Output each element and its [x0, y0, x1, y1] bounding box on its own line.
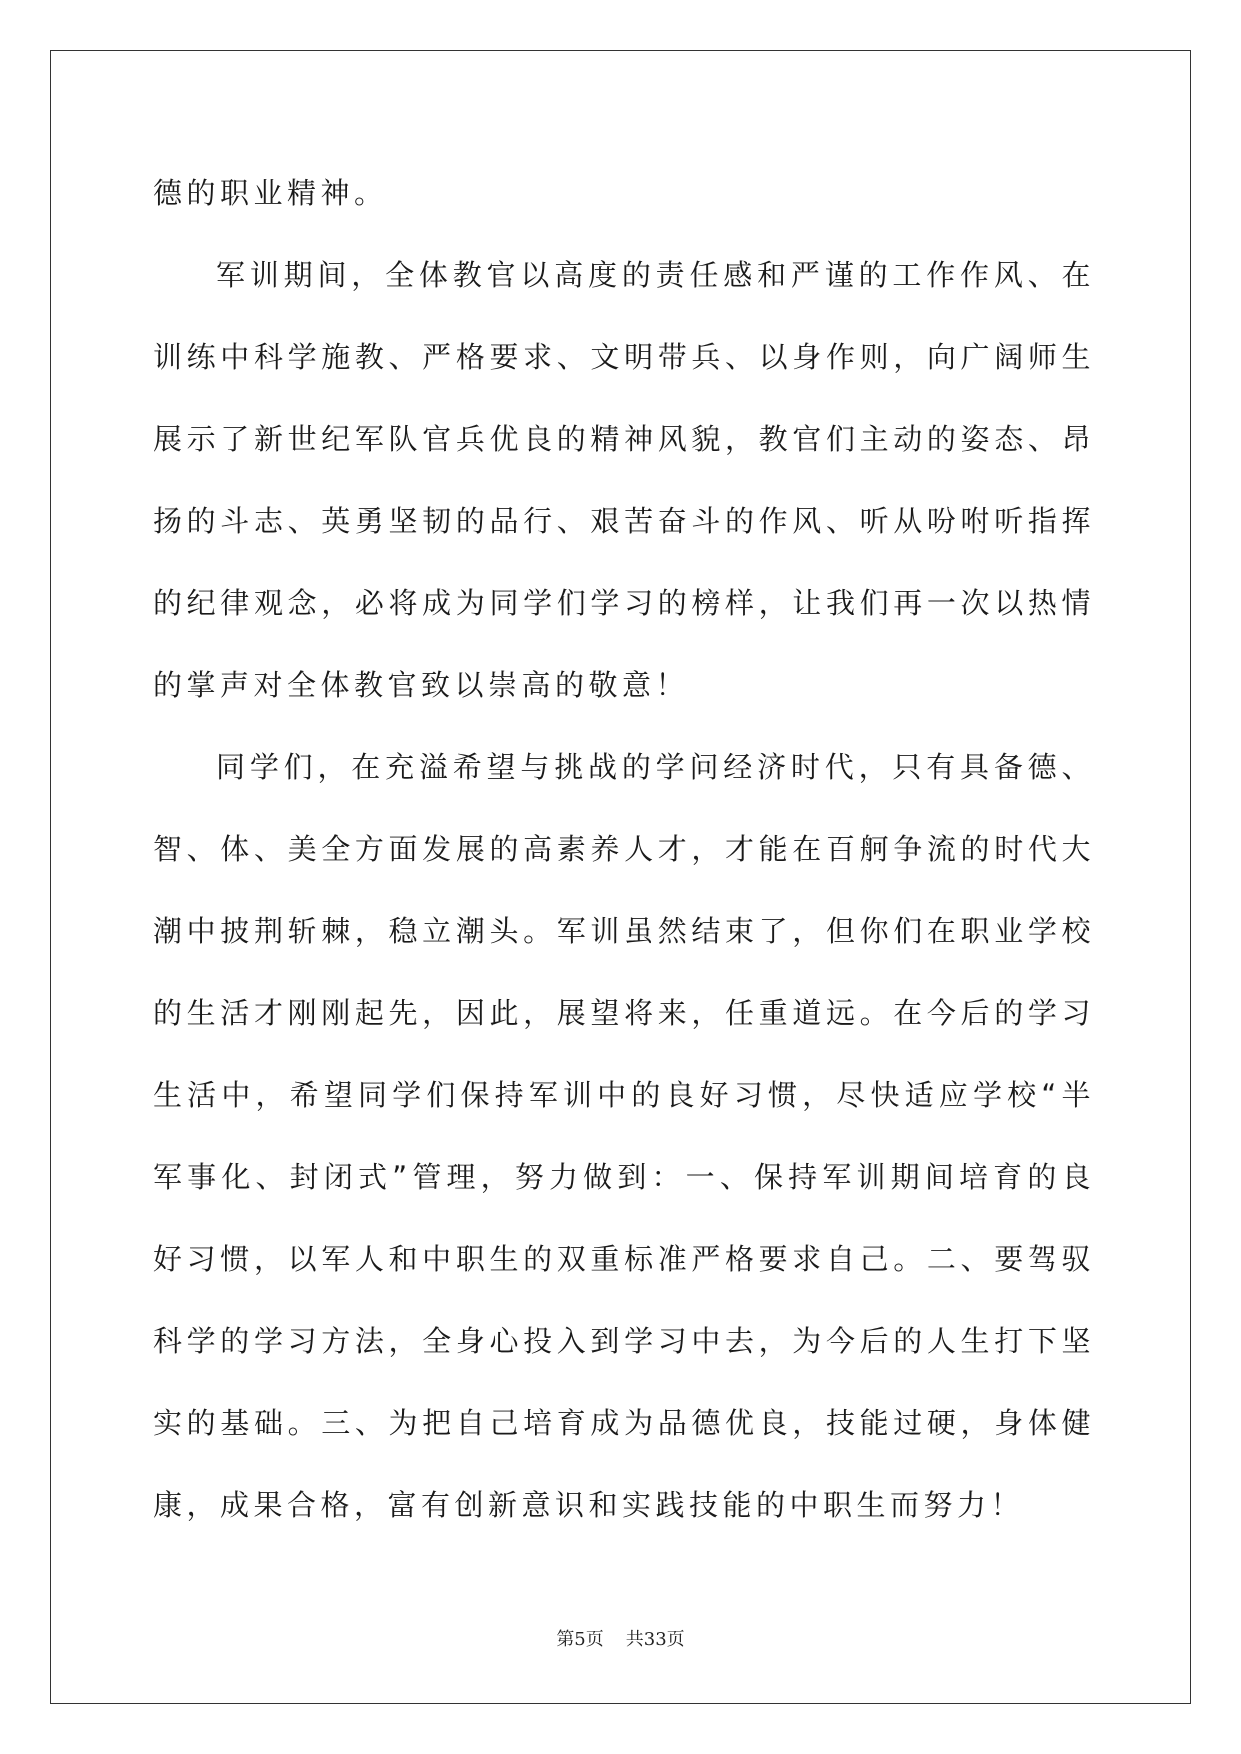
paragraph-3: 同学们，在充溢希望与挑战的学问经济时代，只有具备德、智、体、美全方面发展的高素养人才，才能在百舸争流的时代大潮中披荆斩棘，稳立潮头。军训虽然结束了，但你们在职业学校的生活才刚刚起先，因此，展望将来，任重道远。在今后的学习生活中，希望同学们保持军训中的良好习惯，尽快适应学校“半军事化、封闭式”管理，努力做到：一、保持军训期间培育的良好习惯，以军人和中职生的双重标准严格要求自己。二、要驾驭科学的学习方法，全身心投入到学习中去，为今后的人生打下坚实的基础。三、为把自己培育成为品德优良，技能过硬，身体健康，成果合格，富有创新意识和实践技能的中职生而努力！: [153, 750, 1095, 1522]
document-body: [153, 152, 1095, 1546]
page-total: 共33页: [625, 1629, 685, 1650]
page-footer: [0, 1625, 1241, 1651]
paragraph-2: 军训期间，全体教官以高度的责任感和严谨的工作作风、在训练中科学施教、严格要求、文明带兵、以身作则，向广阔师生展示了新世纪军队官兵优良的精神风貌，教官们主动的姿态、昂扬的斗志、英勇坚韧的品行、艰苦奋斗的作风、听从吩咐听指挥的纪律观念，必将成为同学们学习的榜样，让我们再一次以热情的掌声对全体教官致以崇高的敬意！: [153, 258, 1095, 702]
page-number: 第5页: [556, 1629, 604, 1650]
paragraph-1: 德的职业精神。: [153, 176, 388, 210]
